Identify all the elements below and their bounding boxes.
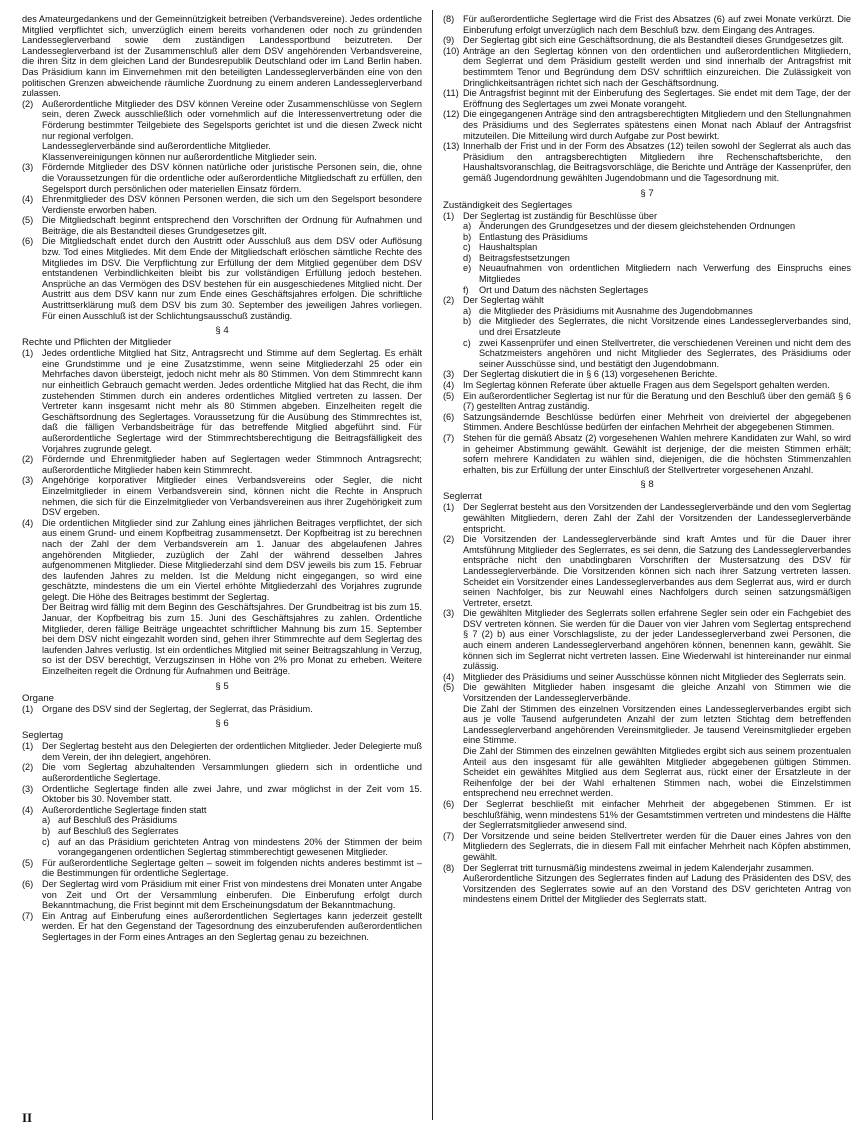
item-text: Der Seglerrat tritt turnusmäßig mindestens zweimal in jedem Kalenderjahr zusammen. bbox=[463, 862, 814, 873]
sub-item-letter: c) bbox=[463, 242, 471, 253]
item-text: Der Beitrag wird fällig mit dem Beginn des Geschäftsjahres. Der Grundbeitrag ist bis zum 15. Januar, der Kopfbeitrag bis zum 15. Juni des Geschäftsjahres zu zahlen. Ordentliche Mitglieder, deren fällige Beiträge ungeachtet schriftlicher Mahnung bis zum 15. September bei dem DSV nicht eingezahlt worden sind, gehen ihrer Stimmrechte auf dem Seglertag des laufenden Jahres verlustig. Ist ein ordentliches Mitglied mit seiner Beitragszahlung in Verzug, so ist der DSV berechtigt, Verzugszinsen in Höhe von 2% pro Monat zu erheben. Weitere Einzelheiten regelt die Ordnung für Aufnahmen und Beiträge. bbox=[42, 602, 422, 677]
section-7-item-1 bbox=[443, 211, 851, 222]
item-text: Die Zahl der Stimmen des einzelnen Vorsitzenden eines Landesseglerverbandes ergibt sich aus je volle Tausend aufgerundeten Anzahl der zum letzten Stichtag dem betreffenden Landesseglerverband angehörenden Vereinsmitglieder. Je tausend Vereinsmitglieder ergeben eine Stimme. bbox=[463, 703, 851, 746]
sub-item bbox=[443, 232, 851, 243]
item-number: (10) bbox=[443, 45, 460, 56]
paragraph-item bbox=[22, 162, 422, 194]
paragraph-item bbox=[443, 799, 851, 831]
item-number: (1) bbox=[22, 703, 34, 714]
sub-item-text: Beitragsfestsetzungen bbox=[479, 252, 570, 263]
page-number: II bbox=[22, 1110, 33, 1125]
item-number: (12) bbox=[443, 109, 460, 120]
item-text: Die Antragsfrist beginnt mit der Einberufung des Seglertages. Sie endet mit dem Tage, der der Eröffnung des Seglertages um zwei Monate vorangeht. bbox=[463, 88, 851, 109]
paragraph-item bbox=[22, 602, 422, 676]
sub-item bbox=[443, 285, 851, 296]
item-text: Satzungsändernde Beschlüsse bedürfen einer Mehrheit von dreiviertel der abgegebenen Stimmen. Andere Beschlüsse bedürfen der einfachen Mehrheit der abgegebenen Stimmen. bbox=[463, 411, 851, 433]
sub-item-text: Ort und Datum des nächsten Seglertages bbox=[479, 284, 649, 295]
paragraph-item bbox=[22, 141, 422, 152]
item-number: (5) bbox=[22, 215, 34, 226]
sub-item-text: auf an das Präsidium gerichteten Antrag von mindestens 20% der Stimmen der beim vorangegangenen ordentlichen Seglertag stimmberechtigt gewesenen Mitglieder. bbox=[58, 836, 422, 858]
item-text: Die Mitgliedschaft endet durch den Austritt oder Ausschluß aus dem DSV oder Auflösung bzw. Tod eines Mitgliedes. Mit dem Ende der Mitgliedschaft erlöschen sämtliche Rechte des Mitgliedes im DSV. Die Verpflichtung zur Erfüllung der dem Mitglied gegenüber dem DSV entstandenen Verbindlichkeiten bleibt bis zur vollständigen Erfüllung jedoch bestehen. Ansprüche an das Vermögen des DSV bestehen für ein ausgeschiedenes Mitglied nicht. Der Austritt aus dem DSV kann nur zum Ende eines Geschäftsjahres erfolgen. Die schriftliche Austrittserklärung muß dem DSV bis zum 30. September des jeweiligen Jahres vorliegen. Für einen Ausschluß ist der Schlichtungsausschuß zuständig. bbox=[42, 236, 422, 321]
section-7-2-sublist bbox=[443, 306, 851, 370]
paragraph-item bbox=[22, 236, 422, 321]
item-text: Innerhalb der Frist und in der Form des Absatzes (12) teilen sowohl der Seglerrat als auch das Präsidium den antragsberechtigten Mitgliedern ihre Rechenschaftsberichte, den Haushaltsvoranschlag, die Beitragsvorschläge, die Berichte und Anträge der Kassenprüfer, den gemäß Jugendordnung gewählten Jugendobmann und die Tagesordnung mit. bbox=[463, 141, 851, 183]
sub-item bbox=[443, 221, 851, 232]
paragraph-item bbox=[443, 873, 851, 905]
item-text: Der Seglertag gibt sich eine Geschäftsordnung, die als Bestandteil dieses Grundgesetzes gilt. bbox=[463, 35, 844, 46]
sub-item-letter: a) bbox=[463, 305, 472, 316]
paragraph-item bbox=[22, 215, 422, 236]
item-text: Die eingegangenen Anträge sind den antragsberechtigten Mitgliedern und den Stellungnahmen des Präsidiums und des Seglerrates spätestens einen Monat nach Ablauf der Antragsfrist mitzuteilen. Die Mitteilung wird durch Aufgabe zur Post bewirkt. bbox=[463, 109, 851, 141]
item-number: (2) bbox=[22, 762, 34, 773]
section-6-list-end bbox=[443, 14, 851, 184]
item-number: (4) bbox=[22, 517, 34, 528]
sub-item bbox=[22, 815, 422, 826]
paragraph-item bbox=[22, 194, 422, 215]
sub-item-letter: a) bbox=[463, 221, 472, 232]
paragraph-item bbox=[443, 35, 851, 46]
section-5-heading: Organe bbox=[22, 692, 54, 704]
paragraph-item bbox=[443, 863, 851, 874]
item-text: Die Zahl der Stimmen des einzelnen gewählten Mitgliedes ergibt sich aus seinem prozentualen Anteil aus den insgesamt für alle gewählten Mitglieder abgegebenen gültigen Stimmen. Scheidet ein gewähltes Mitglied aus dem Seglerrat aus, rückt einer der Ersatzleute in der Reihenfolge der bei der Wahl erhaltenen Stimmen nach, wobei die Einzelstimmen entsprechend neu errechnet werden. bbox=[463, 746, 851, 799]
item-number: (4) bbox=[443, 671, 455, 682]
item-text: Die gewählten Mitglieder des Seglerrats sollen erfahrene Segler sein oder ein Fachgebiet des DSV vertreten können. Sie werden für die Dauer von vier Jahren vom Seglertag entsprechend § 7 (2) b) aus einer Vorschlagsliste, zu der jeder Landesseglerverband zwei Personen, die auch einem anderen Landesseglerverband angehören können, benennen kann, gewählt. Sie können sich im Seglerrat nicht vertreten lassen. Eine Wiederwahl ist hintereinander nur einmal zulässig. bbox=[463, 608, 851, 672]
sub-item-text: auf Beschluß des Seglerrates bbox=[58, 825, 179, 836]
item-number: (4) bbox=[22, 194, 34, 205]
paragraph-item bbox=[22, 858, 422, 879]
item-text: Der Seglertag wählt bbox=[463, 295, 544, 306]
section-7-heading: Zuständigkeit des Seglertages bbox=[443, 199, 573, 211]
section-7-list bbox=[443, 369, 851, 475]
paragraph-item bbox=[22, 741, 422, 762]
item-text: Der Seglertag besteht aus den Delegierten der ordentlichen Mitglieder. Jeder Delegierte muß dem Verein, der ihn delegiert, angehören. bbox=[42, 741, 422, 762]
paragraph-item bbox=[443, 672, 851, 683]
paragraph-item bbox=[443, 141, 851, 183]
item-number: (3) bbox=[22, 783, 34, 794]
item-text: Klassenvereinigungen können nur außerordentliche Mitglieder sein. bbox=[42, 151, 317, 162]
sub-item-letter: e) bbox=[463, 263, 472, 274]
paragraph-item bbox=[443, 682, 851, 703]
item-number: (5) bbox=[443, 682, 455, 693]
sub-item bbox=[443, 242, 851, 253]
item-text: Für außerordentliche Seglertage gelten – soweit im folgenden nichts anderes bestimmt ist – die Bestimmungen für ordentliche Seglertage. bbox=[42, 857, 422, 879]
paragraph-item bbox=[443, 412, 851, 433]
paragraph-item bbox=[443, 109, 851, 141]
paragraph-item bbox=[443, 14, 851, 35]
column-divider bbox=[432, 10, 433, 1120]
item-number: (2) bbox=[443, 295, 455, 306]
paragraph-item bbox=[22, 99, 422, 141]
paragraph-item bbox=[443, 704, 851, 746]
sub-item-text: Entlastung des Präsidiums bbox=[479, 231, 588, 242]
sub-item bbox=[22, 837, 422, 858]
paragraph-item bbox=[443, 502, 851, 534]
item-number: (11) bbox=[443, 88, 459, 99]
item-number: (4) bbox=[22, 804, 34, 815]
item-text: Ordentliche Seglertage finden alle zwei Jahre, und zwar möglichst in der Zeit vom 15. Oktober bis 30. November statt. bbox=[42, 783, 422, 805]
paragraph-item bbox=[443, 534, 851, 608]
item-number: (3) bbox=[443, 369, 455, 380]
item-text: Der Seglerrat beschließt mit einfacher Mehrheit der abgegebenen Stimmen. Er ist beschlußfähig, wenn mindestens 51% der Gesamtstimmen vertreten und mindestens die Hälfte der Seglerratsmitglieder anwesend sind. bbox=[463, 798, 851, 831]
paragraph-item bbox=[22, 805, 422, 816]
sub-item-letter: d) bbox=[463, 252, 472, 263]
item-text: Ein außerordentlicher Seglertag ist nur für die Beratung und den Beschluß über den gemäß § 6 (7) gestellten Antrag zuständig. bbox=[463, 390, 851, 412]
sub-item-text: Haushaltsplan bbox=[479, 242, 538, 253]
paragraph-item bbox=[22, 784, 422, 805]
section-4-list bbox=[22, 348, 422, 676]
paragraph-item bbox=[443, 433, 851, 475]
item-text: Jedes ordentliche Mitglied hat Sitz, Antragsrecht und Stimme auf dem Seglertag. Es erhält eine Grundstimme und je eine Zusatzstimme, wenn seine Mitgliederzahl 25 oder ein Mehrfaches davon übersteigt, jedoch nicht mehr als 80 Stimmen. Von dem Stimmrecht kann nur einheitlich Gebrauch gemacht werden. Jedes ordentliche Mitglied hat das Recht, die ihm zustehenden Stimmen durch ein anderes ordentliches Mitglied vertreten zu lassen. Der Vertreter kann insgesamt nicht mehr als 80 Stimmen abgeben. Einzelheiten regelt die Geschäftsordnung des Seglertages. Voraussetzung für die Ausübung des Stimmrechtes ist, daß die fälligen Verbandsbeiträge für das betreffende Mitglied abgeführt sind. Für außerordentliche Seglertage wird der Stimmrechtsberechtigung die Beitragsfälligkeit des Vorjahres zugrunde gelegt. bbox=[42, 348, 422, 454]
left-column bbox=[22, 14, 422, 943]
item-number: (6) bbox=[443, 798, 455, 809]
item-number: (5) bbox=[22, 857, 34, 868]
item-text: Der Seglertag ist zuständig für Beschlüsse über bbox=[463, 210, 658, 221]
sub-item-letter: b) bbox=[42, 825, 51, 836]
section-4-title: § 4 bbox=[215, 325, 229, 337]
item-number: (13) bbox=[443, 141, 460, 152]
sub-item bbox=[443, 263, 851, 284]
paragraph-item bbox=[22, 152, 422, 163]
item-number: (4) bbox=[443, 380, 455, 390]
section-7-item-2 bbox=[443, 295, 851, 306]
item-number: (2) bbox=[22, 98, 34, 109]
item-number: (3) bbox=[22, 475, 34, 486]
paragraph-item bbox=[22, 704, 422, 715]
section-8-list bbox=[443, 502, 851, 905]
item-number: (3) bbox=[22, 162, 34, 173]
sub-item bbox=[443, 338, 851, 370]
item-number: (8) bbox=[443, 862, 455, 873]
sub-item-letter: b) bbox=[463, 316, 472, 327]
item-text: Im Seglertag können Referate über aktuelle Fragen aus dem Segelsport gehalten werden. bbox=[463, 380, 830, 390]
item-number: (6) bbox=[22, 236, 34, 247]
section-8-heading: Seglerrat bbox=[443, 491, 482, 503]
paragraph-item bbox=[443, 88, 851, 109]
paragraph-item bbox=[443, 46, 851, 88]
item-number: (2) bbox=[443, 534, 455, 545]
item-text: Fördernde Mitglieder des DSV können natürliche oder juristische Personen sein, die, ohne die Voraussetzungen für die ordentliche oder außerordentliche Mitgliedschaft zu erfüllen, den Segelsport durch persönlichen oder materiellen Einsatz fördern. bbox=[42, 162, 422, 194]
sub-item bbox=[443, 316, 851, 337]
item-number: (9) bbox=[443, 35, 455, 46]
item-text: Stehen für die gemäß Absatz (2) vorgesehenen Wahlen mehrere Kandidaten zur Wahl, so wird in geheimer Abstimmung gewählt. Gewählt ist derjenige, der die meisten Stimmen erhält; sofern mehrere Kandidaten zu wählen sind, diejenigen, die die höchsten Stimmenzahlen erhalten, bis zur Erfüllung der unter Einschluß der Stellvertreter vorgesehenen Anzahl. bbox=[463, 432, 851, 475]
item-number: (6) bbox=[443, 411, 455, 422]
paragraph-item bbox=[443, 380, 851, 391]
item-number: (1) bbox=[22, 348, 34, 359]
section-6-title: § 6 bbox=[215, 718, 229, 730]
item-text: Mitglieder des Präsidiums und seiner Ausschüsse können nicht Mitglieder des Seglerrats sein. bbox=[463, 671, 847, 682]
paragraph-item bbox=[22, 348, 422, 454]
item-number: (2) bbox=[22, 454, 34, 465]
paragraph-item bbox=[443, 608, 851, 672]
sub-item-letter: a) bbox=[42, 815, 51, 826]
item-text: Die ordentlichen Mitglieder sind zur Zahlung eines jährlichen Beitrages verpflichtet, der sich aus einem Grund- und einem Kopfbeitrag zusammensetzt. Der Kopfbeitrag ist zu berechnen nach der Zahl der dem Verbandsverein am 1. Januar des abgelaufenen Jahres angehörenden Mitglieder, zuzüglich der Zahl der während desselben Jahres aufgenommenen Mitglieder. Diese Mitgliederzahl sind dem DSV jeweils bis zum 15. Februar des laufenden Jahres zu melden. Ist die Meldung nicht eingegangen, so wird eine geschätzte, mindestens die um ein Viertel erhöhte Mitgliederzahl des Vorjahres zugrunde gelegt. Die Höhe des Beitrages bestimmt der Seglertag. bbox=[42, 517, 422, 602]
section-8-title: § 8 bbox=[640, 479, 654, 491]
item-number: (7) bbox=[22, 910, 34, 921]
item-text: Die Vorsitzenden der Landesseglerverbände sind kraft Amtes und für die Dauer ihrer Amtsführung Mitglieder des Seglerrates, es sei denn, die Satzung des Landesseglerverbandes entspräche nicht den unabdingbaren Vorschriften der Mustersatzung des DSV für Landesseglerverbände. Die Vorsitzenden können sich nach ihrer Satzung vertreten lassen. Scheidet ein Vorsitzender eines Landesseglerverbandes aus dem Seglerrat aus, wird er durch seinen Nachfolger, bis zur Neuwahl eines Nachfolgers durch seinen satzungsmäßigen Vertreter, ersetzt. bbox=[463, 534, 851, 608]
item-text: Die Mitgliedschaft beginnt entsprechend den Vorschriften der Ordnung für Aufnahmen und Beiträge, die als Bestandteil dieses Grundgesetzes gilt. bbox=[42, 215, 422, 236]
item-text: Der Seglertag wird vom Präsidium mit einer Frist von mindestens drei Monaten unter Angabe von Zeit und Ort der Versammlung einberufen. Die Einberufung erfolgt durch Bekanntmachung, die Frist beginnt mit dem Erscheinungsdatum der Bekanntmachung. bbox=[42, 878, 422, 911]
item-text: Fördernde und Ehrenmitglieder haben auf Seglertagen weder Stimmnoch Antragsrecht; außerordentliche Mitglieder haben kein Stimmrecht. bbox=[42, 454, 422, 475]
paragraph-item bbox=[22, 454, 422, 475]
item-number: (7) bbox=[443, 830, 455, 841]
section-7-1-sublist bbox=[443, 221, 851, 295]
sub-item-letter: c) bbox=[42, 836, 50, 847]
item-number: (7) bbox=[443, 432, 455, 443]
sub-item-letter: c) bbox=[463, 337, 471, 348]
item-text: Außerordentliche Sitzungen des Seglerrates finden auf Ladung des Präsidenten des DSV, des Vorsitzenden des Seglerrates sowie auf an den Vorstand des DSV gerichteten Antrag von mindestens einem Drittel der Mitglieder des Seglerrats statt. bbox=[463, 873, 851, 905]
paragraph-item bbox=[443, 391, 851, 412]
sub-item bbox=[443, 306, 851, 317]
section-6-sublist bbox=[22, 815, 422, 857]
right-column bbox=[443, 14, 851, 905]
item-text: Organe des DSV sind der Seglertag, der Seglerrat, das Präsidium. bbox=[42, 703, 313, 714]
item-text: Angehörige korporativer Mitglieder eines Verbandsvereins oder Segler, die nicht Einzelmitglieder in einem Verbandsverein sind, können nicht die Rechte in Anspruch nehmen, die sich für die Einzelmitglieder von Verbandsvereinen aus ihrer Zugehörigkeit zum DSV ergeben. bbox=[42, 475, 422, 518]
item-text: Außerordentliche Mitglieder des DSV können Vereine oder Zusammenschlüsse von Seglern sein, deren Zweck ausschließlich oder vornehmlich auf die Interessenvertretung oder die Förderung bestimmter Teilgebiete des Segelsports gerichtet ist und die diesen Zweck nicht nur regional verfolgen. bbox=[42, 98, 422, 141]
sub-item-letter: f) bbox=[463, 284, 469, 295]
item-text: Der Seglertag diskutiert die in § 6 (13) vorgesehenen Berichte. bbox=[463, 369, 718, 380]
sub-item-text: Änderungen des Grundgesetzes und der diesem gleichstehenden Ordnungen bbox=[479, 221, 796, 232]
section-6-list bbox=[22, 741, 422, 815]
paragraph-item bbox=[443, 746, 851, 799]
section-4-heading: Rechte und Pflichten der Mitglieder bbox=[22, 337, 172, 349]
section-5-title: § 5 bbox=[215, 680, 229, 692]
section-6-heading: Seglertag bbox=[22, 730, 64, 742]
paragraph-item bbox=[22, 762, 422, 783]
item-text: Ein Antrag auf Einberufung eines außerordentlichen Seglertages kann jederzeit gestellt werden. Er hat den Gegenstand der Tagesordnung des einzuberufenden außerordentlichen Seglertages in der Form eines Antrages an den Seglertag genau zu bezeichnen. bbox=[42, 910, 422, 942]
item-text: Der Seglerrat besteht aus den Vorsitzenden der Landesseglerverbände und den vom Seglertag gewählten Mitgliedern, deren Zahl der Zahl der Vorsitzenden der Landesseglerverbände entspricht. bbox=[463, 502, 851, 534]
item-text: Außerordentliche Seglertage finden statt bbox=[42, 804, 207, 815]
item-text: Ehrenmitglieder des DSV können Personen werden, die sich um den Segelsport besondere Verdienste erworben haben. bbox=[42, 194, 422, 215]
item-text: Die vom Seglertag abzuhaltenden Versammlungen gliedern sich in ordentliche und außerordentliche Seglertage. bbox=[42, 762, 422, 783]
item-number: (6) bbox=[22, 878, 34, 889]
paragraph-item bbox=[22, 879, 422, 911]
sub-item bbox=[22, 826, 422, 837]
item-number: (5) bbox=[443, 390, 455, 401]
sub-item-text: die Mitglieder des Präsidiums mit Ausnahme des Jugendobmannes bbox=[479, 305, 753, 316]
item-number: (1) bbox=[22, 741, 34, 752]
sub-item-text: die Mitglieder des Seglerrates, die nicht Vorsitzende eines Landesseglerverbandes sind, und drei Ersatzleute bbox=[479, 316, 851, 338]
intro-paragraph: des Amateurgedankens und der Gemeinnützigkeit betreiben (Verbandsvereine). Jedes ordentliche Mitglied verpflichtet sich, unverzüglich einem bereits vorhandenen oder noch zu gründenden Landesseglerverband sowie dem zuständigen Landessportbund beizutreten. Der Landesseglerverband ist der Zusammenschluß aller dem DSV angehörenden Verbandsvereine, die ihren Sitz in dem gleichen Land der Bundesrepublik Deutschland oder im Land Berlin haben. Das Präsidium kann im Einvernehmen mit den beteiligten Landesseglerverbänden eine von den politischen Grenzen abweichende räumliche Zuordnung zu einem anderen Landesseglerverband zulassen. bbox=[22, 14, 422, 99]
paragraph-item bbox=[443, 831, 851, 863]
item-number: (1) bbox=[443, 502, 455, 513]
item-text: Die gewählten Mitglieder haben insgesamt die gleiche Anzahl von Stimmen wie die Vorsitzenden der Landesseglerverbände. bbox=[463, 682, 851, 704]
paragraph-item bbox=[22, 518, 422, 603]
sub-item-text: Neuaufnahmen von ordentlichen Mitgliedern nach Verwerfung des Einspruchs eines Mitgliedes bbox=[479, 263, 851, 285]
item-number: (1) bbox=[443, 210, 455, 221]
item-number: (3) bbox=[443, 608, 455, 619]
section-7-title: § 7 bbox=[640, 187, 654, 199]
paragraph-item bbox=[22, 911, 422, 943]
membership-list bbox=[22, 99, 422, 321]
sub-item bbox=[443, 253, 851, 264]
sub-item-text: zwei Kassenprüfer und einen Stellvertreter, die verschiedenen Vereinen und nicht dem des Schatzmeisters angehören und nicht Mitglieder des Seglerrates, des Präsidiums oder seiner Ausschüsse sind, und bestätigt den Jugendobmann. bbox=[479, 337, 851, 369]
item-text: Landesseglerverbände sind außerordentliche Mitglieder. bbox=[42, 141, 271, 152]
paragraph-item bbox=[443, 369, 851, 380]
section-6-list-continued bbox=[22, 858, 422, 943]
sub-item-letter: b) bbox=[463, 231, 472, 242]
sub-item-text: auf Beschluß des Präsidiums bbox=[58, 815, 177, 826]
item-text: Der Vorsitzende und seine beiden Stellvertreter werden für die Dauer eines Jahres von den Mitgliedern des Seglerrats, die in diesem Fall mit einfacher Mehrheit nach Köpfen abstimmen, gewählt. bbox=[463, 830, 851, 862]
item-text: Für außerordentliche Seglertage wird die Frist des Absatzes (6) auf zwei Monate verkürzt. Die Einberufung erfolgt unverzüglich nach dem Beschluß bzw. dem Eingang des Antrages. bbox=[463, 14, 851, 35]
item-text: Anträge an den Seglertag können von den ordentlichen und außerordentlichen Mitgliedern, dem Seglerrat und dem Präsidium gestellt werden und sind innerhalb der Antragsfrist mit bestimmtem Tenor und Begründung dem DSV schriftlich einzureichen. Die Zulässigkeit von Dringlichkeitsanträgen richtet sich nach der Geschäftsordnung. bbox=[463, 45, 851, 88]
item-number: (8) bbox=[443, 14, 455, 24]
section-5-list bbox=[22, 704, 422, 715]
paragraph-item bbox=[22, 475, 422, 517]
